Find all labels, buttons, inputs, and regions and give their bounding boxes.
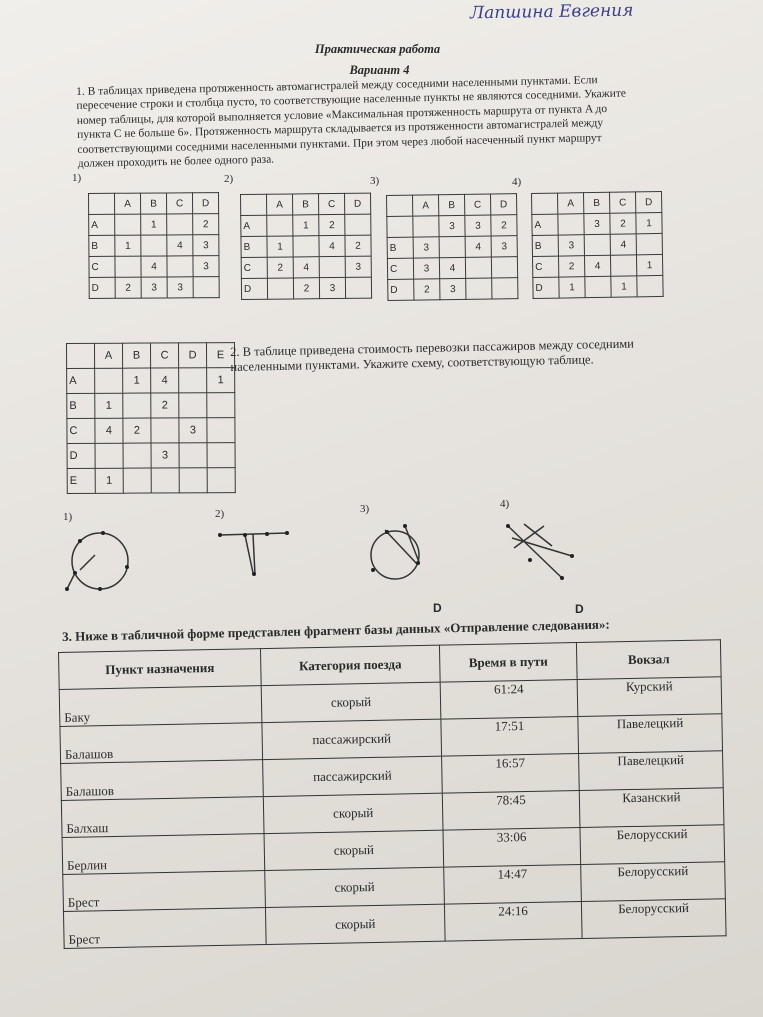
grid-row-header: B xyxy=(241,236,267,257)
grid-cell: 2 xyxy=(345,235,371,256)
db-cell: Баку xyxy=(59,686,262,727)
scheme4-vertex-d: D xyxy=(575,602,584,616)
db-cell: Брест xyxy=(63,871,266,912)
grid-row-header: D xyxy=(67,443,95,468)
db-cell: скорый xyxy=(265,867,445,907)
grid-header-cell: D xyxy=(193,193,219,214)
grid-cell xyxy=(167,256,193,277)
grid-cell xyxy=(345,277,371,298)
grid-cell: 4 xyxy=(465,236,491,257)
grid-cell: 3 xyxy=(345,256,371,277)
grid-cell xyxy=(207,418,235,443)
variant-label: Вариант 4 xyxy=(349,63,410,77)
grid-header-cell: C xyxy=(464,194,490,215)
db-cell: Балашов xyxy=(61,760,264,801)
grid-cell xyxy=(293,236,319,257)
grid-header-cell xyxy=(387,195,413,216)
db-cell: Курский xyxy=(577,677,722,717)
grid-row-header: D xyxy=(388,279,414,300)
grid-cell: 1 xyxy=(95,393,123,418)
db-cell: Белорусский xyxy=(580,825,725,865)
grid-cell: 2 xyxy=(491,215,517,236)
grid-cell: 3 xyxy=(193,235,219,256)
grid-row-header: C xyxy=(532,256,558,277)
grid-cell xyxy=(319,256,345,277)
scheme2-graph xyxy=(215,525,295,580)
db-column-header: Время в пути xyxy=(439,643,577,683)
db-cell: скорый xyxy=(264,830,444,870)
scheme3-vertex-d: D xyxy=(433,601,442,615)
grid-cell xyxy=(193,277,219,298)
grid-row-header: C xyxy=(241,257,267,278)
scheme1-label: 1) xyxy=(63,511,73,523)
grid-header-cell: A xyxy=(267,194,293,215)
grid-header-cell: B xyxy=(439,194,465,215)
grid-cell: 1 xyxy=(293,215,319,236)
grid-cell: 1 xyxy=(95,468,123,493)
grid-cell: 3 xyxy=(413,237,439,258)
grid-cell xyxy=(151,418,179,443)
grid-header-cell: A xyxy=(95,343,123,368)
grid-cell xyxy=(585,276,611,297)
grid-header-cell: B xyxy=(293,194,319,215)
grid-cell: 3 xyxy=(141,277,167,298)
grid-header-cell: D xyxy=(490,194,516,215)
db-cell: пассажирский xyxy=(262,719,442,759)
grid-cell xyxy=(179,393,207,418)
table1-label: 1) xyxy=(72,172,82,184)
grid-cell: 1 xyxy=(559,277,585,298)
grid-cell: 1 xyxy=(115,235,141,256)
grid-row-header: A xyxy=(67,368,95,393)
grid-header-cell: C xyxy=(319,193,345,214)
distance-table-4 xyxy=(531,191,664,299)
grid-cell: 4 xyxy=(95,418,123,443)
grid-cell xyxy=(492,278,518,299)
grid-cell: 3 xyxy=(193,256,219,277)
grid-header-cell xyxy=(67,343,95,368)
grid-cell: 3 xyxy=(319,277,345,298)
grid-cell xyxy=(95,443,123,468)
grid-cell: 1 xyxy=(207,368,235,393)
table3-label: 3) xyxy=(370,175,380,187)
grid-header-cell: A xyxy=(413,195,439,216)
grid-header-cell: C xyxy=(167,193,193,214)
grid-cell: 1 xyxy=(636,212,662,233)
scheme3-label: 3) xyxy=(360,503,370,515)
grid-cell: 3 xyxy=(167,277,193,298)
distance-table-1 xyxy=(88,192,220,299)
grid-cell xyxy=(115,214,141,235)
grid-row-header: A xyxy=(89,214,115,235)
grid-cell: 1 xyxy=(636,254,662,275)
db-cell: 78:45 xyxy=(442,791,580,831)
grid-row-header: B xyxy=(532,235,558,256)
grid-cell: 3 xyxy=(584,213,610,234)
grid-header-cell: B xyxy=(141,193,167,214)
grid-cell xyxy=(558,214,584,235)
grid-cell: 4 xyxy=(167,235,193,256)
table4-label: 4) xyxy=(512,176,522,188)
grid-cell xyxy=(179,468,207,493)
grid-row-header: B xyxy=(387,237,413,258)
table2-label: 2) xyxy=(224,173,234,185)
db-cell: 61:24 xyxy=(440,680,578,720)
grid-cell: 2 xyxy=(610,213,636,234)
grid-row-header: A xyxy=(241,215,267,236)
scheme2-label: 2) xyxy=(215,508,225,520)
db-cell: скорый xyxy=(261,682,441,722)
grid-header-cell: B xyxy=(584,192,610,213)
db-cell: Казанский xyxy=(579,788,724,828)
db-cell: Брест xyxy=(63,908,266,949)
db-cell: Берлин xyxy=(62,834,265,875)
grid-cell: 1 xyxy=(141,214,167,235)
db-cell: Балхаш xyxy=(61,797,264,838)
grid-header-cell xyxy=(532,193,558,214)
grid-cell: 3 xyxy=(465,215,491,236)
grid-cell: 3 xyxy=(151,443,179,468)
db-column-header: Категория поезда xyxy=(260,645,440,685)
grid-header-cell: C xyxy=(609,192,635,213)
grid-cell xyxy=(491,257,517,278)
grid-cell: 4 xyxy=(584,255,610,276)
scheme1-graph xyxy=(55,525,145,600)
grid-cell: 1 xyxy=(611,276,637,297)
grid-cell: 2 xyxy=(267,257,293,278)
db-cell: Балашов xyxy=(60,723,263,764)
grid-cell xyxy=(141,235,167,256)
db-cell: 24:16 xyxy=(444,901,582,941)
grid-cell: 2 xyxy=(319,214,345,235)
db-cell: Белорусский xyxy=(581,862,726,902)
grid-cell: 3 xyxy=(558,235,584,256)
grid-cell xyxy=(179,443,207,468)
grid-cell: 2 xyxy=(151,393,179,418)
grid-cell: 4 xyxy=(141,256,167,277)
grid-header-cell: A xyxy=(558,193,584,214)
handwritten-signature: Лапшина Евгения xyxy=(469,0,634,24)
grid-cell: 1 xyxy=(123,368,151,393)
db-cell: скорый xyxy=(265,904,445,944)
db-cell: пассажирский xyxy=(263,756,443,796)
grid-row-header: D xyxy=(241,278,267,299)
grid-cell xyxy=(610,255,636,276)
grid-cell: 2 xyxy=(414,279,440,300)
db-cell: Белорусский xyxy=(581,899,726,939)
grid-header-cell: B xyxy=(123,343,151,368)
grid-row-header: B xyxy=(89,235,115,256)
grid-cell: 4 xyxy=(439,257,465,278)
task2-text: 2. В таблице приведена стоимость перевозки пассажиров между соседними населенными пунктами. Укажите схему, соответствующую таблице. xyxy=(230,336,635,374)
grid-row-header: D xyxy=(89,277,115,298)
grid-row-header: A xyxy=(532,214,558,235)
grid-header-cell: E xyxy=(207,343,235,368)
grid-cell xyxy=(207,443,235,468)
grid-cell xyxy=(584,234,610,255)
grid-cell: 4 xyxy=(319,235,345,256)
worksheet-title: Практическая работа xyxy=(314,42,441,56)
grid-cell: 4 xyxy=(293,257,319,278)
grid-row-header: B xyxy=(67,393,95,418)
cost-table xyxy=(66,342,236,494)
grid-cell xyxy=(267,215,293,236)
distance-table-3 xyxy=(386,193,518,301)
grid-cell xyxy=(637,275,663,296)
grid-cell: 4 xyxy=(610,234,636,255)
grid-cell xyxy=(123,443,151,468)
grid-cell xyxy=(207,468,235,493)
db-column-header: Вокзал xyxy=(576,640,721,680)
grid-row-header: D xyxy=(533,277,559,298)
scheme4-graph xyxy=(500,518,580,583)
grid-header-cell xyxy=(241,194,267,215)
grid-cell xyxy=(123,393,151,418)
grid-cell xyxy=(179,368,207,393)
db-cell: Павелецкий xyxy=(578,714,723,754)
grid-cell: 3 xyxy=(179,418,207,443)
grid-cell xyxy=(95,368,123,393)
db-cell: 17:51 xyxy=(441,717,579,757)
grid-cell: 3 xyxy=(491,236,517,257)
grid-cell xyxy=(123,468,151,493)
grid-cell: 3 xyxy=(439,215,465,236)
grid-cell xyxy=(465,257,491,278)
grid-cell: 2 xyxy=(293,278,319,299)
database-table xyxy=(58,639,727,949)
grid-row-header: C xyxy=(89,256,115,277)
scheme4-label: 4) xyxy=(500,498,510,510)
grid-header-cell: D xyxy=(635,191,661,212)
grid-cell: 2 xyxy=(193,214,219,235)
grid-cell: 2 xyxy=(123,418,151,443)
grid-row-header: E xyxy=(67,468,95,493)
grid-cell xyxy=(466,278,492,299)
db-cell: 33:06 xyxy=(443,828,581,868)
grid-header-cell: A xyxy=(115,193,141,214)
scheme3-graph xyxy=(365,520,440,590)
grid-cell: 1 xyxy=(267,236,293,257)
grid-cell xyxy=(439,236,465,257)
grid-row-header xyxy=(387,216,413,237)
task3-text: 3. Ниже в табличной форме представлен фрагмент базы данных «Отправление следования»: xyxy=(61,616,610,644)
grid-cell xyxy=(115,256,141,277)
grid-cell xyxy=(267,278,293,299)
db-cell: скорый xyxy=(263,793,443,833)
db-column-header: Пункт назначения xyxy=(59,649,262,690)
grid-cell xyxy=(151,468,179,493)
db-cell: Павелецкий xyxy=(579,751,724,791)
grid-cell xyxy=(636,233,662,254)
grid-row-header: C xyxy=(387,258,413,279)
grid-header-cell: D xyxy=(179,343,207,368)
grid-header-cell: D xyxy=(344,193,370,214)
grid-cell xyxy=(413,216,439,237)
grid-header-cell xyxy=(89,193,115,214)
grid-cell: 2 xyxy=(558,256,584,277)
distance-table-2 xyxy=(240,193,372,300)
db-cell: 16:57 xyxy=(442,754,580,794)
grid-cell: 2 xyxy=(115,277,141,298)
grid-cell: 4 xyxy=(151,368,179,393)
grid-header-cell: C xyxy=(151,343,179,368)
db-cell: 14:47 xyxy=(444,865,582,905)
grid-cell: 3 xyxy=(413,258,439,279)
grid-cell xyxy=(345,214,371,235)
grid-cell: 3 xyxy=(440,278,466,299)
grid-row-header: C xyxy=(67,418,95,443)
grid-cell xyxy=(207,393,235,418)
grid-cell xyxy=(167,214,193,235)
task1-text: 1. В таблицах приведена протяженность автомагистралей между соседними населенными пунктами. Если пересечение строки и столбца пусто, то соответствующие населенные пункты не являются соседними. Укажите номер таблицы, для которой выполняется условие «Максимальная протяженность маршрута от пункта A до пункта C не больше 6». Протяженность маршрута складывается из протяженности автомагистралей между соответствующими соседними населенными пунктами. При этом через любой насеченный пункт маршрут должен проходить не более одного раза. xyxy=(76,74,627,171)
